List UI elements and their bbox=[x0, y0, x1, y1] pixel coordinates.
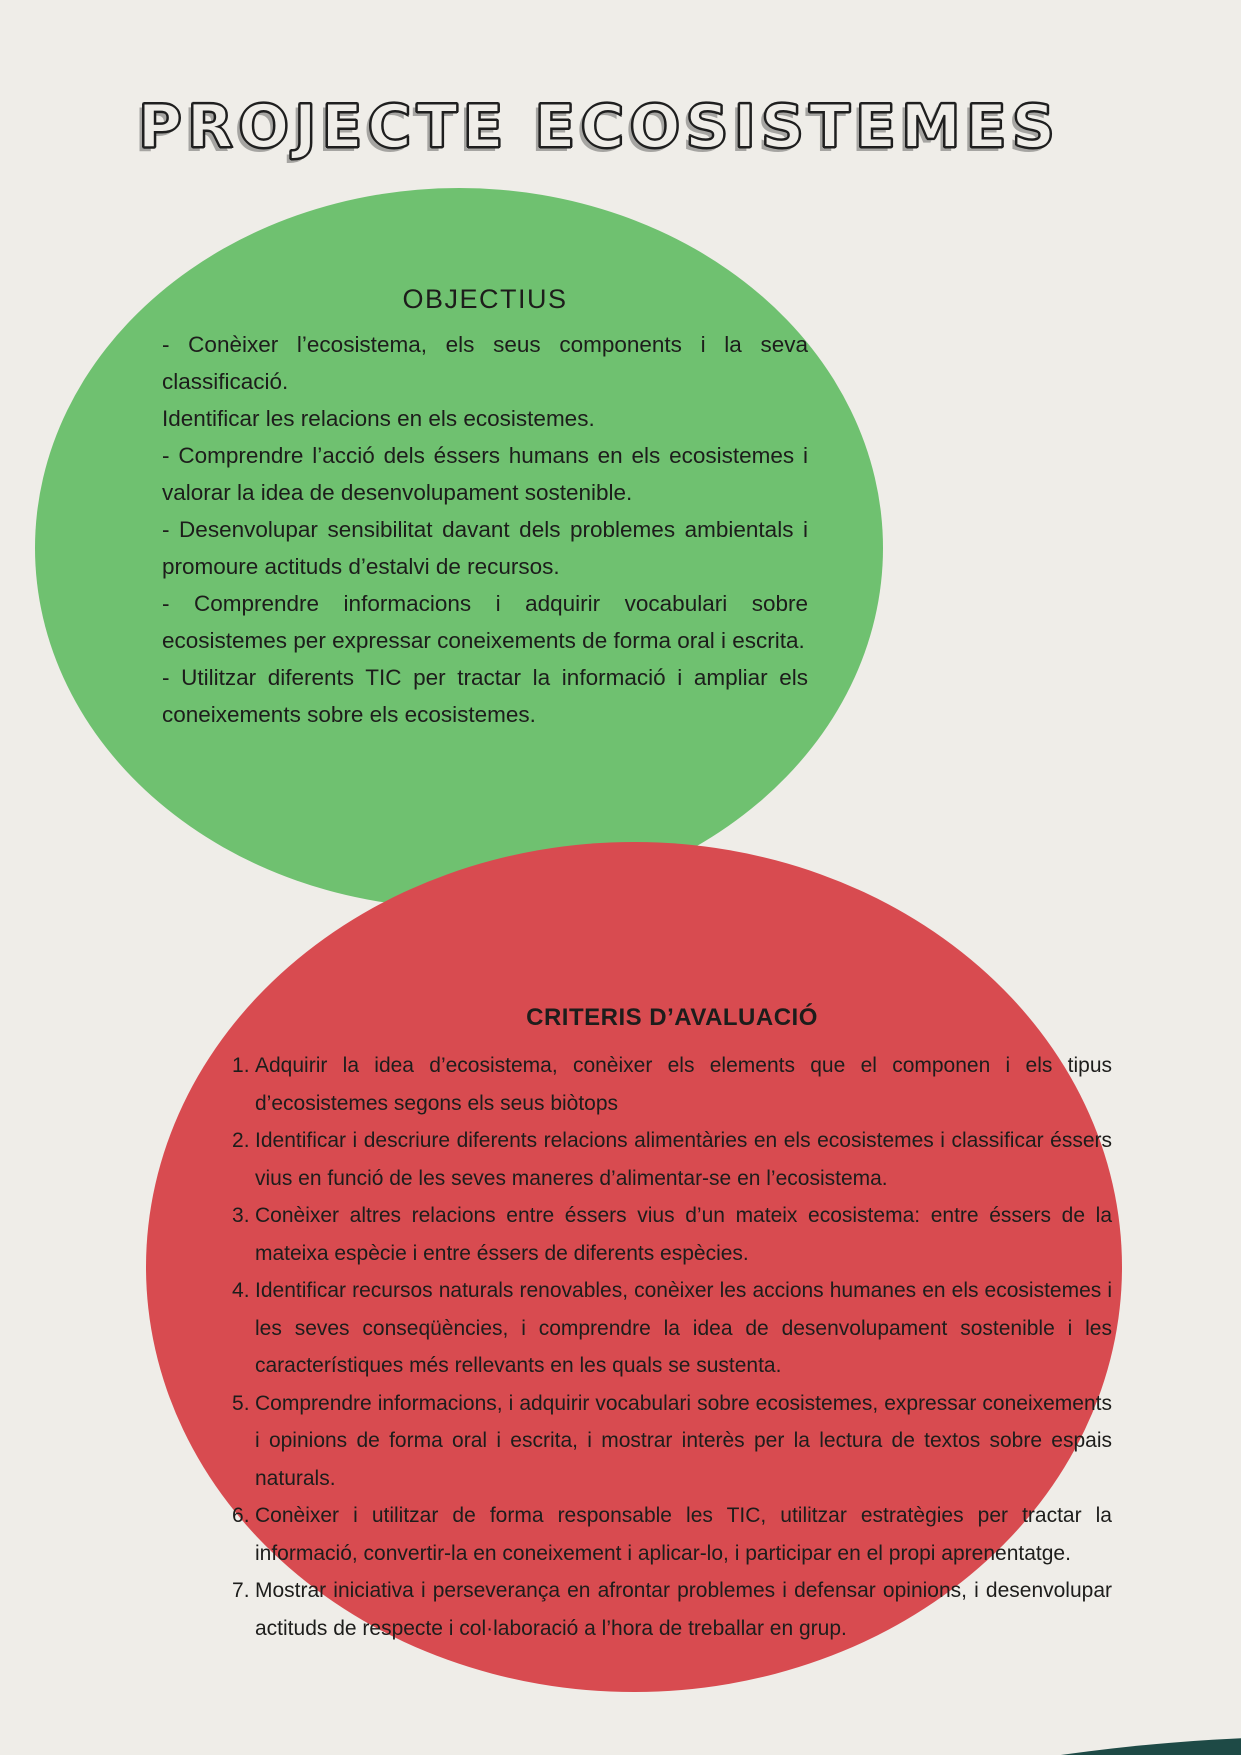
objectius-item: - Comprendre l’acció dels éssers humans en els ecosistemes i valorar la idea de desenvolupament sostenible. bbox=[162, 443, 808, 505]
criteris-item: Adquirir la idea d’ecosistema, conèixer els elements que el componen i els tipus d’ecosistemes segons els seus biòtops bbox=[255, 1054, 1112, 1115]
objectius-item: - Conèixer l’ecosistema, els seus components i la seva classificació. bbox=[162, 332, 808, 394]
criteris-item: Mostrar iniciativa i perseverança en afrontar problemes i defensar opinions, i desenvolupar actituds de respecte i col·laboració a l’hora de treballar en grup. bbox=[255, 1579, 1112, 1640]
objectius-list bbox=[162, 326, 808, 733]
criteris-item: Conèixer altres relacions entre éssers vius d’un mateix ecosistema: entre éssers de la mateixa espècie i entre éssers de diferents espècies. bbox=[255, 1204, 1112, 1265]
criteris-section bbox=[232, 1004, 1112, 1647]
criteris-list bbox=[232, 1047, 1112, 1647]
page-title: PROJECTE ECOSISTEMES bbox=[138, 92, 1060, 162]
objectius-section bbox=[162, 284, 808, 733]
teal-bottom-shape bbox=[487, 1736, 1241, 1755]
criteris-heading: CRITERIS D’AVALUACIÓ bbox=[526, 1004, 818, 1031]
objectius-item: - Comprendre informacions i adquirir vocabulari sobre ecosistemes per expressar coneixements de forma oral i escrita. bbox=[162, 591, 808, 653]
criteris-item: Comprendre informacions, i adquirir vocabulari sobre ecosistemes, expressar coneixements i opinions de forma oral i escrita, i mostrar interès per la lectura de textos sobre espais naturals. bbox=[255, 1391, 1112, 1490]
objectius-item: Identificar les relacions en els ecosistemes. bbox=[162, 406, 595, 431]
criteris-item: Conèixer i utilitzar de forma responsable les TIC, utilitzar estratègies per tractar la informació, convertir-la en coneixement i aplicar-lo, i participar en el propi aprenentatge. bbox=[255, 1504, 1112, 1565]
objectius-item: - Desenvolupar sensibilitat davant dels problemes ambientals i promoure actituds d’estalvi de recursos. bbox=[162, 517, 808, 579]
criteris-item: Identificar recursos naturals renovables, conèixer les accions humanes en els ecosistemes i les seves conseqüències, i comprendre la idea de desenvolupament sostenible i les característiques més rellevants en les quals se sustenta. bbox=[255, 1279, 1112, 1377]
criteris-item: Identificar i descriure diferents relacions alimentàries en els ecosistemes i classificar éssers vius en funció de les seves maneres d’alimentar-se en l’ecosistema. bbox=[255, 1129, 1112, 1190]
objectius-heading: OBJECTIUS bbox=[402, 284, 568, 314]
objectius-item: - Utilitzar diferents TIC per tractar la informació i ampliar els coneixements sobre els ecosistemes. bbox=[162, 665, 808, 727]
